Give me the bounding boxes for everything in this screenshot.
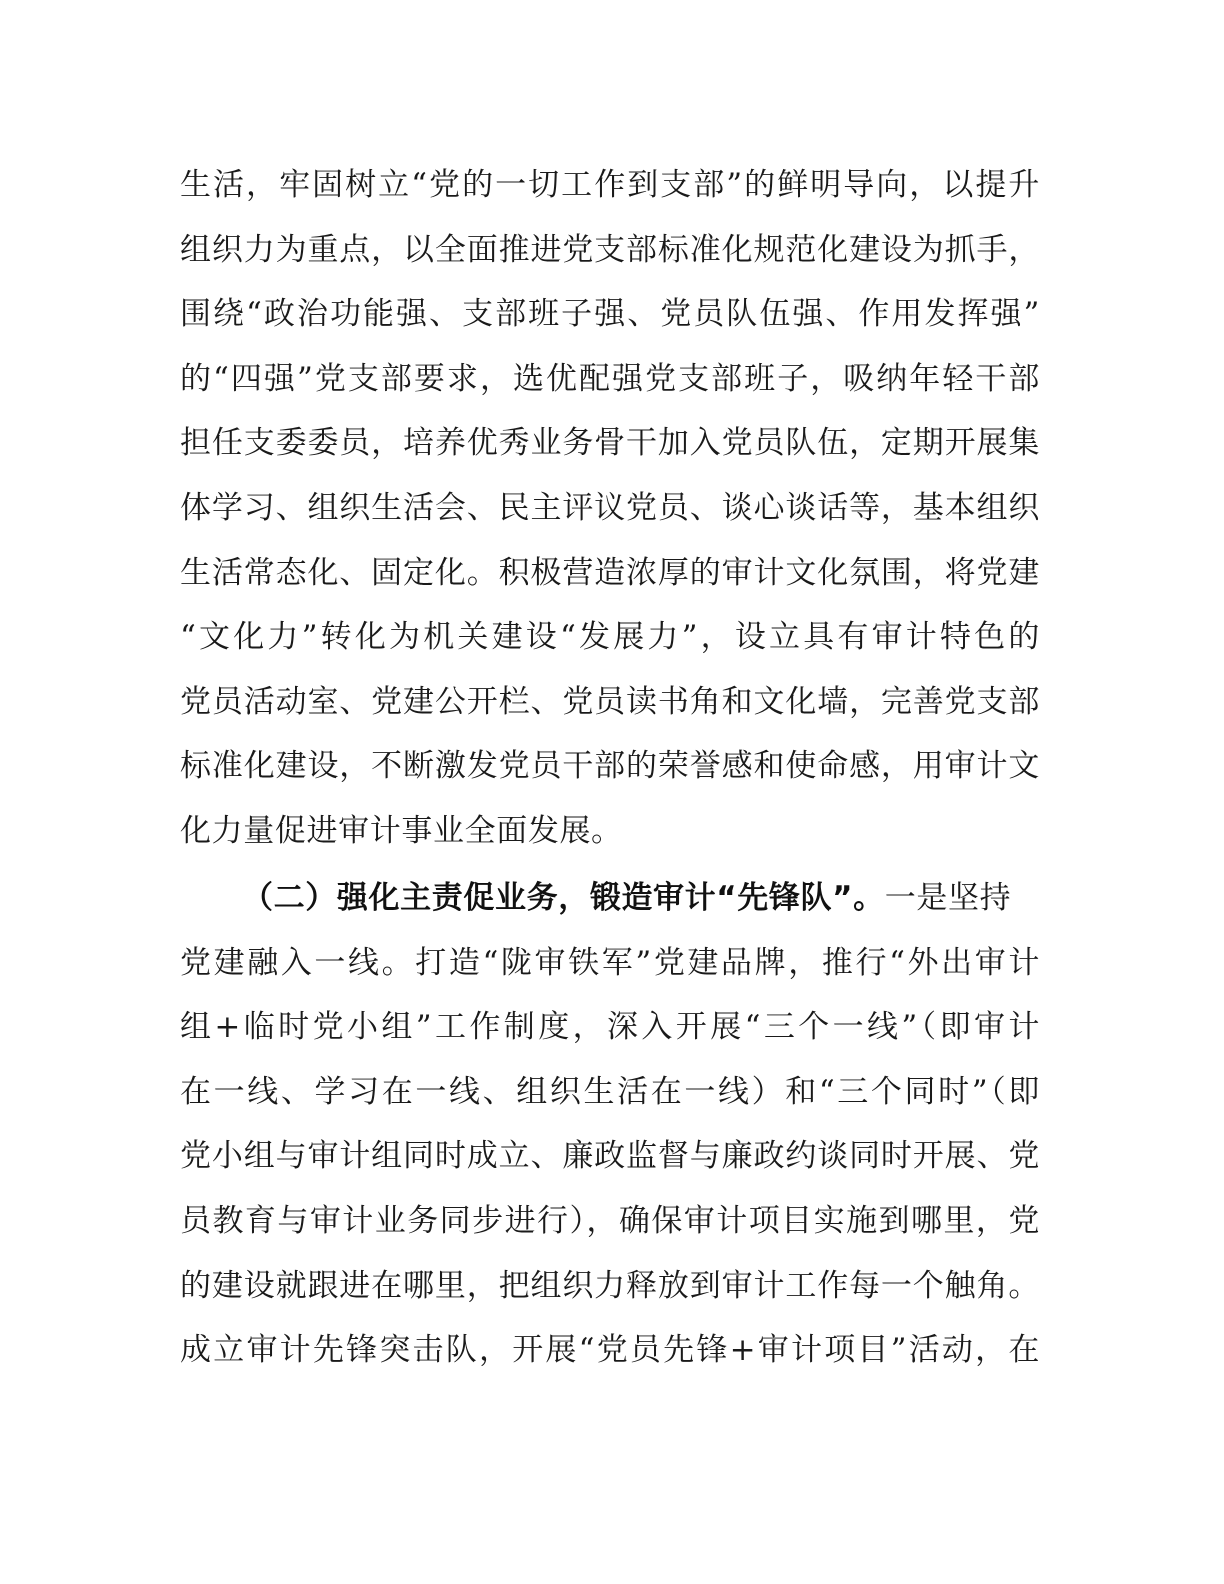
paragraph-line: 体学习、组织生活会、民主评议党员、谈心谈话等，基本组织	[180, 489, 1040, 526]
paragraph-line: 党建融入一线。打造“陇审铁军”党建品牌，推行“外出审计	[180, 944, 1040, 981]
paragraph-2	[180, 866, 1040, 1383]
paragraph-line: 在一线、学习在一线、组织生活在一线）和“三个同时”（即	[180, 1073, 1040, 1110]
first-line-rest: 一是坚持	[884, 880, 1012, 916]
paragraph-line: 党小组与审计组同时成立、廉政监督与廉政约谈同时开展、党	[180, 1138, 1040, 1175]
paragraph-line: 员教育与审计业务同步进行），确保审计项目实施到哪里，党	[180, 1202, 1040, 1239]
paragraph-line: “文化力”转化为机关建设“发展力”，设立具有审计特色的	[180, 619, 1040, 656]
paragraph-last-line: 化力量促进审计事业全面发展。	[180, 812, 623, 849]
paragraph-line: 组+临时党小组”工作制度，深入开展“三个一线”（即审计	[180, 1009, 1040, 1046]
paragraph-line: 组织力为重点，以全面推进党支部标准化规范化建设为抓手，	[180, 231, 1040, 268]
paragraph-line: 围绕“政治功能强、支部班子强、党员队伍强、作用发挥强”	[180, 296, 1040, 333]
paragraph-line: 标准化建设，不断激发党员干部的荣誉感和使命感，用审计文	[180, 748, 1040, 785]
paragraph-line: 生活常态化、固定化。积极营造浓厚的审计文化氛围，将党建	[180, 554, 1040, 591]
paragraph-line: 的建设就跟进在哪里，把组织力释放到审计工作每一个触角。	[180, 1267, 1040, 1304]
paragraph-first-line	[180, 866, 1040, 931]
paragraph-line: 党员活动室、党建公开栏、党员读书角和文化墙，完善党支部	[180, 683, 1040, 720]
paragraph-line: 生活，牢固树立“党的一切工作到支部”的鲜明导向，以提升	[180, 167, 1040, 203]
section-heading: （二）强化主责促业务，锻造审计“先锋队”。	[242, 880, 885, 916]
paragraph-line: 担任支委委员，培养优秀业务骨干加入党员队伍，定期开展集	[180, 425, 1040, 462]
paragraph-1	[180, 153, 1040, 864]
paragraph-line: 的“四强”党支部要求，选优配强党支部班子，吸纳年轻干部	[180, 360, 1040, 397]
paragraph-line: 成立审计先锋突击队，开展“党员先锋+审计项目”活动，在	[180, 1332, 1040, 1369]
